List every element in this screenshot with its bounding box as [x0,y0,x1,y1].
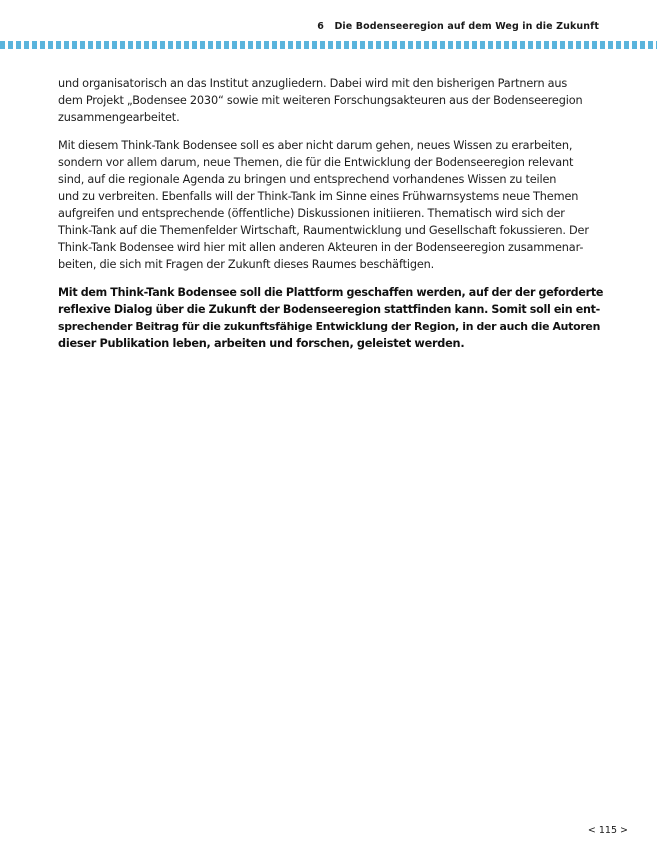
text-line: dem Projekt „Bodensee 2030“ sowie mit weiteren Forschungsakteuren aus der Bodenseeregion [58,94,583,107]
text-line: sind, auf die regionale Agenda zu bringen und entsprechend vorhandenes Wissen zu teilen [58,173,557,186]
text-line: sondern vor allem darum, neue Themen, die für die Entwicklung der Bodenseeregion relevant [58,156,574,169]
body-text [58,75,603,363]
page-number: < 115 > [587,825,628,836]
text-line: Think-Tank auf die Themenfelder Wirtschaft, Raumentwicklung und Gesellschaft fokussieren. Der [58,224,589,237]
text-line: Think-Tank Bodensee wird hier mit allen anderen Akteuren in der Bodenseeregion zusammenar- [58,241,584,254]
text-line: aufgreifen und entsprechende (öffentliche) Diskussionen initiieren. Thematisch wird sich der [58,207,565,220]
paragraph-3-emphasis [58,284,603,352]
text-line: reflexive Dialog über die Zukunft der Bodenseeregion stattfinden kann. Somit soll ein ent- [58,303,601,316]
chapter-title: Die Bodenseeregion auf dem Weg in die Zukunft [334,21,599,32]
dashed-divider [0,41,657,49]
text-line: und zu verbreiten. Ebenfalls will der Think-Tank im Sinne eines Frühwarnsystems neue Themen [58,190,579,203]
text-line: und organisatorisch an das Institut anzugliedern. Dabei wird mit den bisherigen Partnern aus [58,77,568,90]
text-line: zusammengearbeitet. [58,111,180,124]
text-line: beiten, die sich mit Fragen der Zukunft dieses Raumes beschäftigen. [58,258,435,271]
text-line: Mit diesem Think-Tank Bodensee soll es aber nicht darum gehen, neues Wissen zu erarbeiten, [58,139,573,152]
chapter-number: 6 [317,21,325,32]
text-line: dieser Publikation leben, arbeiten und forschen, geleistet werden. [58,337,465,350]
running-header [317,21,599,32]
text-line: sprechender Beitrag für die zukunftsfähige Entwicklung der Region, in der auch die Autoren [58,320,601,333]
paragraph-1 [58,75,603,126]
text-line: Mit dem Think-Tank Bodensee soll die Plattform geschaffen werden, auf der der geforderte [58,286,604,299]
paragraph-2 [58,137,603,273]
